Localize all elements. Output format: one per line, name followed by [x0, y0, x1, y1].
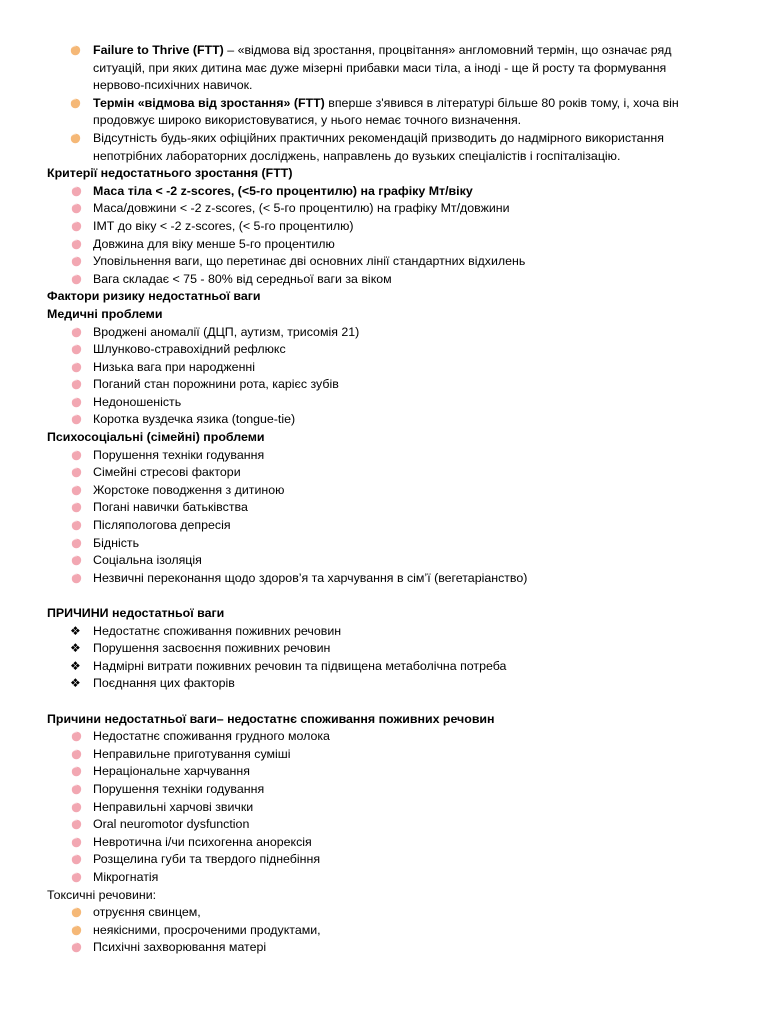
pink-bullet-icon: [71, 256, 82, 267]
orange-bullet-icon: [70, 133, 81, 144]
diamond-bullet-icon: ❖: [70, 676, 81, 691]
list-item: [0, 535, 768, 553]
list-item: [0, 799, 768, 817]
list-item: [0, 728, 768, 746]
list-item: [0, 922, 768, 940]
list-item-text: Коротка вуздечка язика (tongue-tie): [93, 412, 296, 427]
list-item: [0, 552, 768, 570]
list-item-text: Поєднання цих факторів: [93, 676, 235, 691]
list-item-text: Психічні захворювання матері: [93, 940, 267, 955]
spacer: [0, 693, 768, 711]
list-item-text: Соціальна ізоляція: [93, 553, 202, 568]
orange-bullet-icon: [71, 907, 82, 918]
list-item: [0, 394, 768, 412]
list-item-text: Надмірні витрати поживних речовин та підвищена метаболічна потреба: [93, 658, 507, 673]
list-item: [0, 200, 768, 218]
pink-bullet-icon: [71, 555, 82, 566]
pink-bullet-icon: [71, 819, 82, 830]
list-item: [0, 904, 768, 922]
list-item-text: Уповільнення ваги, що перетинає дві основних лінії стандартних відхилень: [93, 254, 526, 269]
toxic-list: [0, 904, 768, 957]
toxic-heading: Токсичні речовини:: [47, 887, 157, 902]
pink-bullet-icon: [71, 731, 82, 742]
criteria-list: [0, 183, 768, 289]
list-item-text: Мікрогнатія: [93, 869, 159, 884]
list-item-text: Неправильне приготування суміші: [93, 746, 291, 761]
pink-bullet-icon: [71, 203, 82, 214]
intake-heading: Причини недостатньої ваги– недостатнє споживання поживних речовин: [47, 711, 495, 726]
pink-bullet-icon: [71, 379, 82, 390]
intro-text: вперше з'явився в літературі більше 80 років тому, і, хоча він продовжує широко використовуватися, у нього немає точного визначення.: [93, 95, 679, 128]
list-item: [0, 517, 768, 535]
pink-bullet-icon: [71, 854, 82, 865]
spacer: [0, 587, 768, 605]
risk-heading: Фактори ризику недостатньої ваги: [47, 289, 261, 304]
list-item: [0, 236, 768, 254]
intro-item: [0, 130, 768, 165]
pink-bullet-icon: [71, 872, 82, 883]
orange-bullet-icon: [70, 45, 81, 56]
list-item: [0, 746, 768, 764]
list-item-text: Довжина для віку менше 5-го процентилю: [93, 236, 335, 251]
psycho-list: [0, 447, 768, 588]
intro-term: Failure to Thrive (FTT): [93, 43, 224, 57]
pink-bullet-icon: [71, 520, 82, 531]
list-item-text: неякісними, просроченими продуктами,: [93, 922, 321, 937]
intake-list: [0, 728, 768, 886]
psycho-heading: Психосоціальні (сімейні) проблеми: [47, 430, 265, 445]
list-item: [0, 834, 768, 852]
pink-bullet-icon: [71, 344, 82, 355]
list-item-text: Незвичні переконання щодо здоров’я та харчування в сім’ї (вегетаріанство): [93, 570, 528, 585]
list-item-text: Низька вага при народженні: [93, 359, 256, 374]
list-item-text: отруєння свинцем,: [93, 905, 201, 920]
list-item: [0, 640, 768, 658]
list-item-text: Жорстоке поводження з дитиною: [93, 482, 285, 497]
pink-bullet-icon: [71, 450, 82, 461]
pink-bullet-icon: [71, 414, 82, 425]
list-item: [0, 271, 768, 289]
list-item-text: Порушення засвоєння поживних речовин: [93, 641, 331, 656]
list-item-text: Нераціональне харчування: [93, 764, 250, 779]
intro-text: – «відмова від зростання, процвітання» англомовний термін, що означає ряд ситуацій, при яких дитина має дуже мізерні прибавки маси тіла, а іноді - ще й росту та формування нервово-психічних навичок.: [93, 43, 672, 93]
list-item-text: Порушення техніки годування: [93, 447, 265, 462]
list-item-text: Вага складає < 75 - 80% від середньої ваги за віком: [93, 271, 392, 286]
intro-text: Відсутність будь-яких офіційних практичних рекомендацій призводить до надмірного використання непотрібних лабораторних досліджень, направлень до вузьких спеціалістів і госпіталізацію.: [93, 130, 664, 163]
list-item: [0, 218, 768, 236]
pink-bullet-icon: [71, 485, 82, 496]
list-item: [0, 341, 768, 359]
list-item-text: Погані навички батьківства: [93, 500, 248, 515]
list-item: [0, 869, 768, 887]
pink-bullet-icon: [71, 327, 82, 338]
pink-bullet-icon: [71, 186, 82, 197]
list-item-text: Розщелина губи та твердого піднебіння: [93, 852, 321, 867]
pink-bullet-icon: [71, 221, 82, 232]
intro-item: [0, 95, 768, 130]
list-item-text: Сімейні стресові фактори: [93, 465, 241, 480]
list-item: [0, 464, 768, 482]
list-item-text: Бідність: [93, 535, 140, 550]
document-page: [0, 42, 768, 957]
list-item-text: Недоношеність: [93, 394, 182, 409]
list-item-text: Післяпологова депресія: [93, 518, 231, 533]
list-item-text: Недостатнє споживання грудного молока: [93, 729, 330, 744]
list-item: [0, 183, 768, 201]
pink-bullet-icon: [71, 573, 82, 584]
pink-bullet-icon: [71, 362, 82, 373]
criteria-item-bold: Маса тіла < -2 z-scores, (<5-го процентилю) на графіку Мт/віку: [93, 183, 473, 198]
diamond-bullet-icon: ❖: [70, 641, 81, 656]
list-item: [0, 851, 768, 869]
list-item: [0, 482, 768, 500]
criteria-heading: Критерії недостатнього зростання (FTT): [47, 166, 293, 181]
list-item: [0, 939, 768, 957]
pink-bullet-icon: [71, 538, 82, 549]
list-item-text: Недостатнє споживання поживних речовин: [93, 623, 342, 638]
list-item-text: Порушення техніки годування: [93, 781, 265, 796]
pink-bullet-icon: [71, 837, 82, 848]
list-item: [0, 658, 768, 676]
list-item-text: Вроджені аномалії (ДЦП, аутизм, трисомія 21): [93, 324, 360, 339]
intro-item: [0, 42, 768, 95]
list-item-text: ІМТ до віку < -2 z-scores, (< 5-го процентилю): [93, 218, 354, 233]
list-item-text: Шлунково-стравохідний рефлюкс: [93, 342, 286, 357]
intro-term: Термін «відмова від зростання» (FTT): [93, 95, 325, 110]
pink-bullet-icon: [71, 397, 82, 408]
medical-list: [0, 324, 768, 430]
list-item: [0, 376, 768, 394]
list-item: [0, 411, 768, 429]
list-item: [0, 499, 768, 517]
pink-bullet-icon: [71, 749, 82, 760]
orange-bullet-icon: [71, 925, 82, 936]
list-item-text: Oral neuromotor dysfunction: [93, 817, 250, 832]
pink-bullet-icon: [71, 502, 82, 513]
pink-bullet-icon: [71, 467, 82, 478]
pink-bullet-icon: [71, 784, 82, 795]
causes-heading: ПРИЧИНИ недостатньої ваги: [47, 606, 225, 620]
list-item: [0, 324, 768, 342]
causes-list: [0, 623, 768, 693]
list-item: [0, 623, 768, 641]
pink-bullet-icon: [71, 942, 82, 953]
list-item-text: Неправильні харчові звички: [93, 799, 254, 814]
pink-bullet-icon: [71, 802, 82, 813]
pink-bullet-icon: [71, 766, 82, 777]
list-item: [0, 359, 768, 377]
list-item: [0, 781, 768, 799]
list-item: [0, 816, 768, 834]
list-item: [0, 763, 768, 781]
diamond-bullet-icon: ❖: [70, 658, 81, 673]
intro-list: [0, 42, 768, 165]
list-item: [0, 570, 768, 588]
orange-bullet-icon: [70, 98, 81, 109]
medical-heading: Медичні проблеми: [47, 306, 163, 321]
list-item-text: Поганий стан порожнини рота, карієс зубів: [93, 377, 339, 392]
diamond-bullet-icon: ❖: [70, 623, 81, 638]
list-item-text: Невротична і/чи психогенна анорексія: [93, 834, 312, 849]
list-item: [0, 447, 768, 465]
pink-bullet-icon: [71, 274, 82, 285]
list-item: [0, 253, 768, 271]
pink-bullet-icon: [71, 239, 82, 250]
list-item: [0, 675, 768, 693]
list-item-text: Маса/довжини < -2 z-scores, (< 5-го процентилю) на графіку Мт/довжини: [93, 201, 510, 216]
